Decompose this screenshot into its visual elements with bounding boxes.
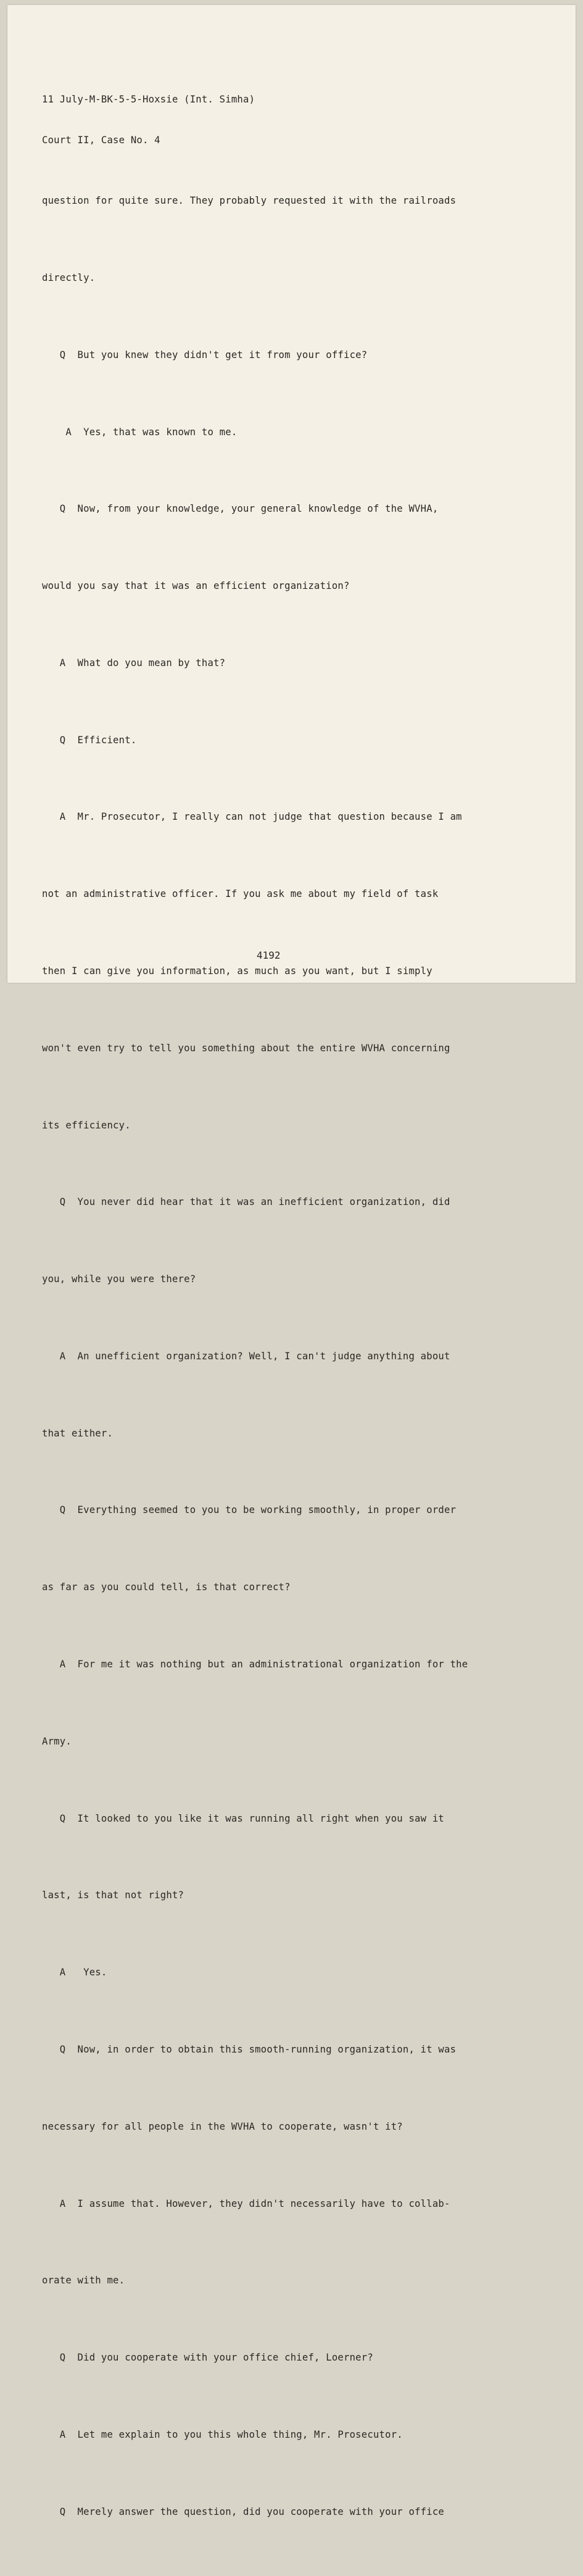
transcript-line: necessary for all people in the WVHA to cooperate, wasn't it?	[42, 2120, 403, 2132]
header-line-2: Court II, Case No. 4	[42, 135, 160, 146]
transcript-line: Q Efficient.	[42, 734, 137, 746]
transcript-line: Q Everything seemed to you to be working smoothly, in proper order	[42, 1504, 457, 1516]
transcript-line: A An unefficient organization? Well, I can't judge anything about	[42, 1350, 450, 1362]
document-page	[7, 5, 576, 2517]
transcript-line: directly.	[42, 272, 96, 283]
transcript-line: A I assume that. However, they didn't necessarily have to collab-	[42, 2198, 450, 2209]
transcript-line: then I can give you information, as much as you want, but I simply	[42, 965, 432, 977]
transcript-line: question for quite sure. They probably requested it with the railroads	[42, 195, 457, 207]
transcript-line: its efficiency.	[42, 1119, 131, 1131]
transcript-body	[42, 137, 468, 2576]
transcript-line: as far as you could tell, is that correct?	[42, 1582, 291, 1593]
transcript-line: not an administrative officer. If you ask me about my field of task	[42, 888, 439, 900]
transcript-line: would you say that it was an efficient organization?	[42, 580, 350, 592]
transcript-line: that either.	[42, 1427, 114, 1439]
transcript-line: won't even try to tell you something about the entire WVHA concerning	[42, 1042, 450, 1054]
transcript-line: A Yes.	[42, 1967, 107, 1978]
header-line-1: 11 July-M-BK-5-5-Hoxsie (Int. Simha)	[42, 94, 255, 105]
transcript-line: you, while you were there?	[42, 1273, 196, 1285]
transcript-line: A What do you mean by that?	[42, 657, 226, 669]
transcript-line: Q Did you cooperate with your office chief, Loerner?	[42, 2352, 373, 2364]
transcript-line: Army.	[42, 1735, 72, 1747]
transcript-line: Q Merely answer the question, did you cooperate with your office	[42, 2506, 444, 2517]
transcript-line: orate with me.	[42, 2275, 125, 2286]
transcript-line: Q But you knew they didn't get it from your office?	[42, 349, 368, 361]
transcript-line: Q Now, from your knowledge, your general knowledge of the WVHA,	[42, 503, 439, 515]
transcript-line: A Let me explain to you this whole thing, Mr. Prosecutor.	[42, 2428, 403, 2440]
transcript-line: A Mr. Prosecutor, I really can not judge that question because I am	[42, 811, 462, 823]
page-number: 4192	[257, 949, 281, 961]
transcript-line: A For me it was nothing but an administrational organization for the	[42, 1659, 468, 1670]
transcript-line: last, is that not right?	[42, 1890, 184, 1901]
transcript-line: Q Now, in order to obtain this smooth-running organization, it was	[42, 2043, 457, 2055]
transcript-line: A Yes, that was known to me.	[42, 426, 238, 438]
transcript-line: Q You never did hear that it was an inefficient organization, did	[42, 1196, 450, 1208]
transcript-line: Q It looked to you like it was running all right when you saw it	[42, 1812, 444, 1824]
